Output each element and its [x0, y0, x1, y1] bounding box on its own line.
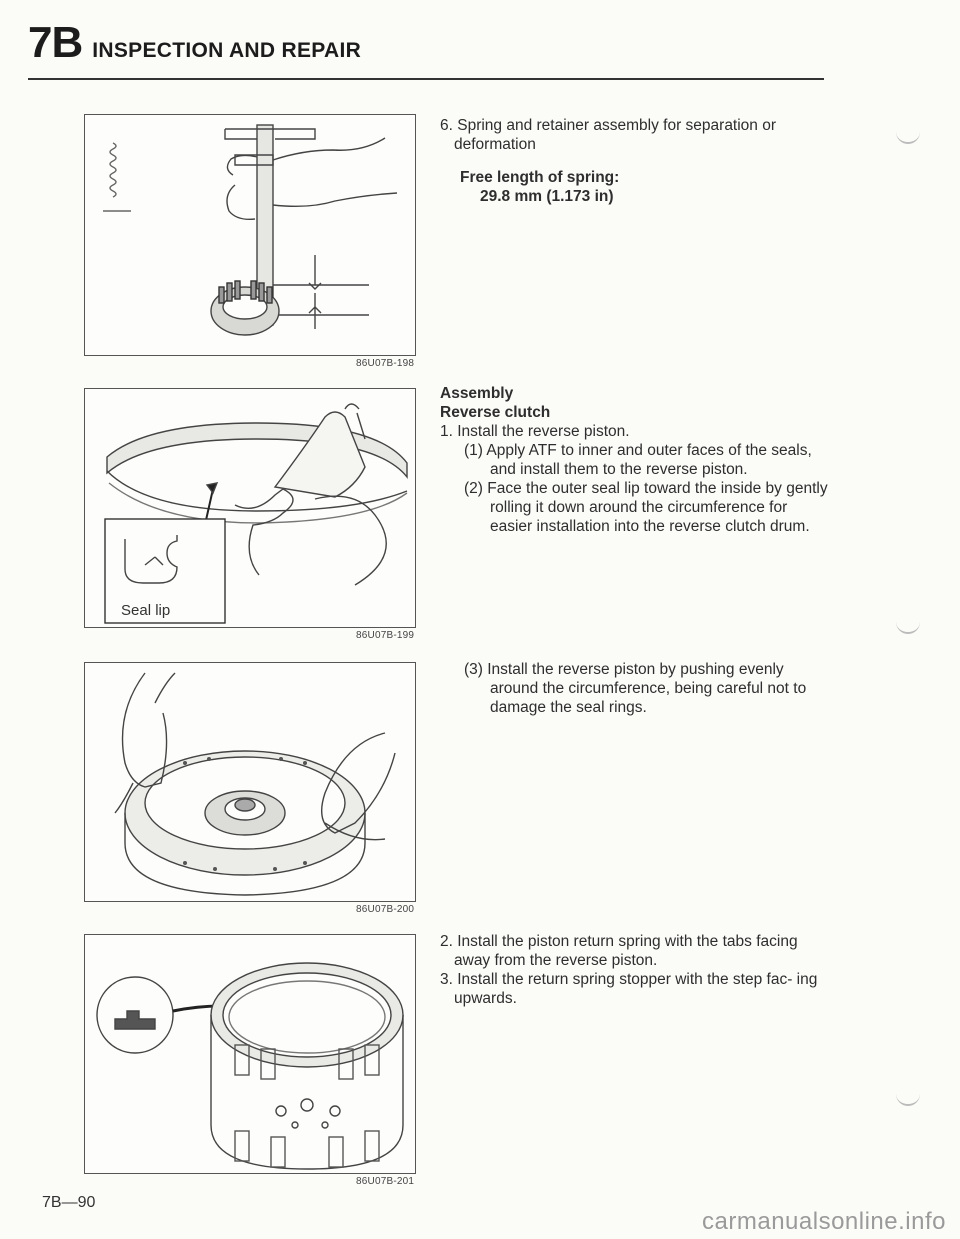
figure-piston-install	[84, 662, 416, 902]
step-6-block	[440, 116, 830, 206]
step-1-sub-2: (2) Face the outer seal lip toward the inside by gently rolling it down around the circumference for easier installation into the reverse clutch drum.	[464, 480, 828, 535]
assembly-block	[440, 384, 830, 536]
watermark: carmanualsonline.info	[702, 1208, 946, 1235]
margin-mark	[896, 618, 920, 634]
spec-value: 29.8 mm (1.173 in)	[480, 188, 614, 205]
page-header	[28, 18, 361, 68]
header-rule	[28, 78, 824, 80]
step-3-text: 3. Install the return spring stopper with the step fac- ing upwards.	[440, 971, 818, 1007]
step-6-text: 6. Spring and retainer assembly for separation or deformation	[440, 117, 777, 153]
assembly-heading: Assembly	[440, 385, 514, 402]
reverse-clutch-heading: Reverse clutch	[440, 404, 551, 421]
step-1-sub-3: (3) Install the reverse piston by pushing evenly around the circumference, being careful not to damage the seal rings.	[464, 661, 807, 716]
return-spring-stopper-illustration	[85, 935, 415, 1173]
step-2-text: 2. Install the piston return spring with the tabs facing away from the reverse piston.	[440, 933, 798, 969]
step-1-text: 1. Install the reverse piston.	[440, 423, 630, 440]
section-title: INSPECTION AND REPAIR	[92, 39, 362, 62]
spec-label: Free length of spring:	[460, 169, 620, 186]
step-1-sub-1: (1) Apply ATF to inner and outer faces of the seals, and install them to the reverse piston.	[464, 442, 812, 478]
steps-2-3-block	[440, 932, 830, 1008]
seal-installation-illustration	[85, 389, 415, 627]
figure-code: 86U07B-198	[356, 358, 415, 369]
figure-return-spring	[84, 934, 416, 1174]
piston-pressing-illustration	[85, 663, 415, 901]
figure-code: 86U07B-201	[356, 1176, 415, 1187]
figure-spring-measurement	[84, 114, 416, 356]
spring-spec	[440, 168, 830, 206]
figure-code: 86U07B-199	[356, 630, 415, 641]
figure-code: 86U07B-200	[356, 904, 415, 915]
seal-lip-label: Seal lip	[121, 602, 171, 619]
step-1-sub-3-block	[440, 660, 830, 717]
margin-mark	[896, 1090, 920, 1106]
spring-caliper-illustration	[85, 115, 415, 355]
page-number: 7B—90	[42, 1194, 96, 1211]
margin-mark	[896, 128, 920, 144]
figure-seal-lip	[84, 388, 416, 628]
section-number: 7B	[28, 18, 83, 67]
